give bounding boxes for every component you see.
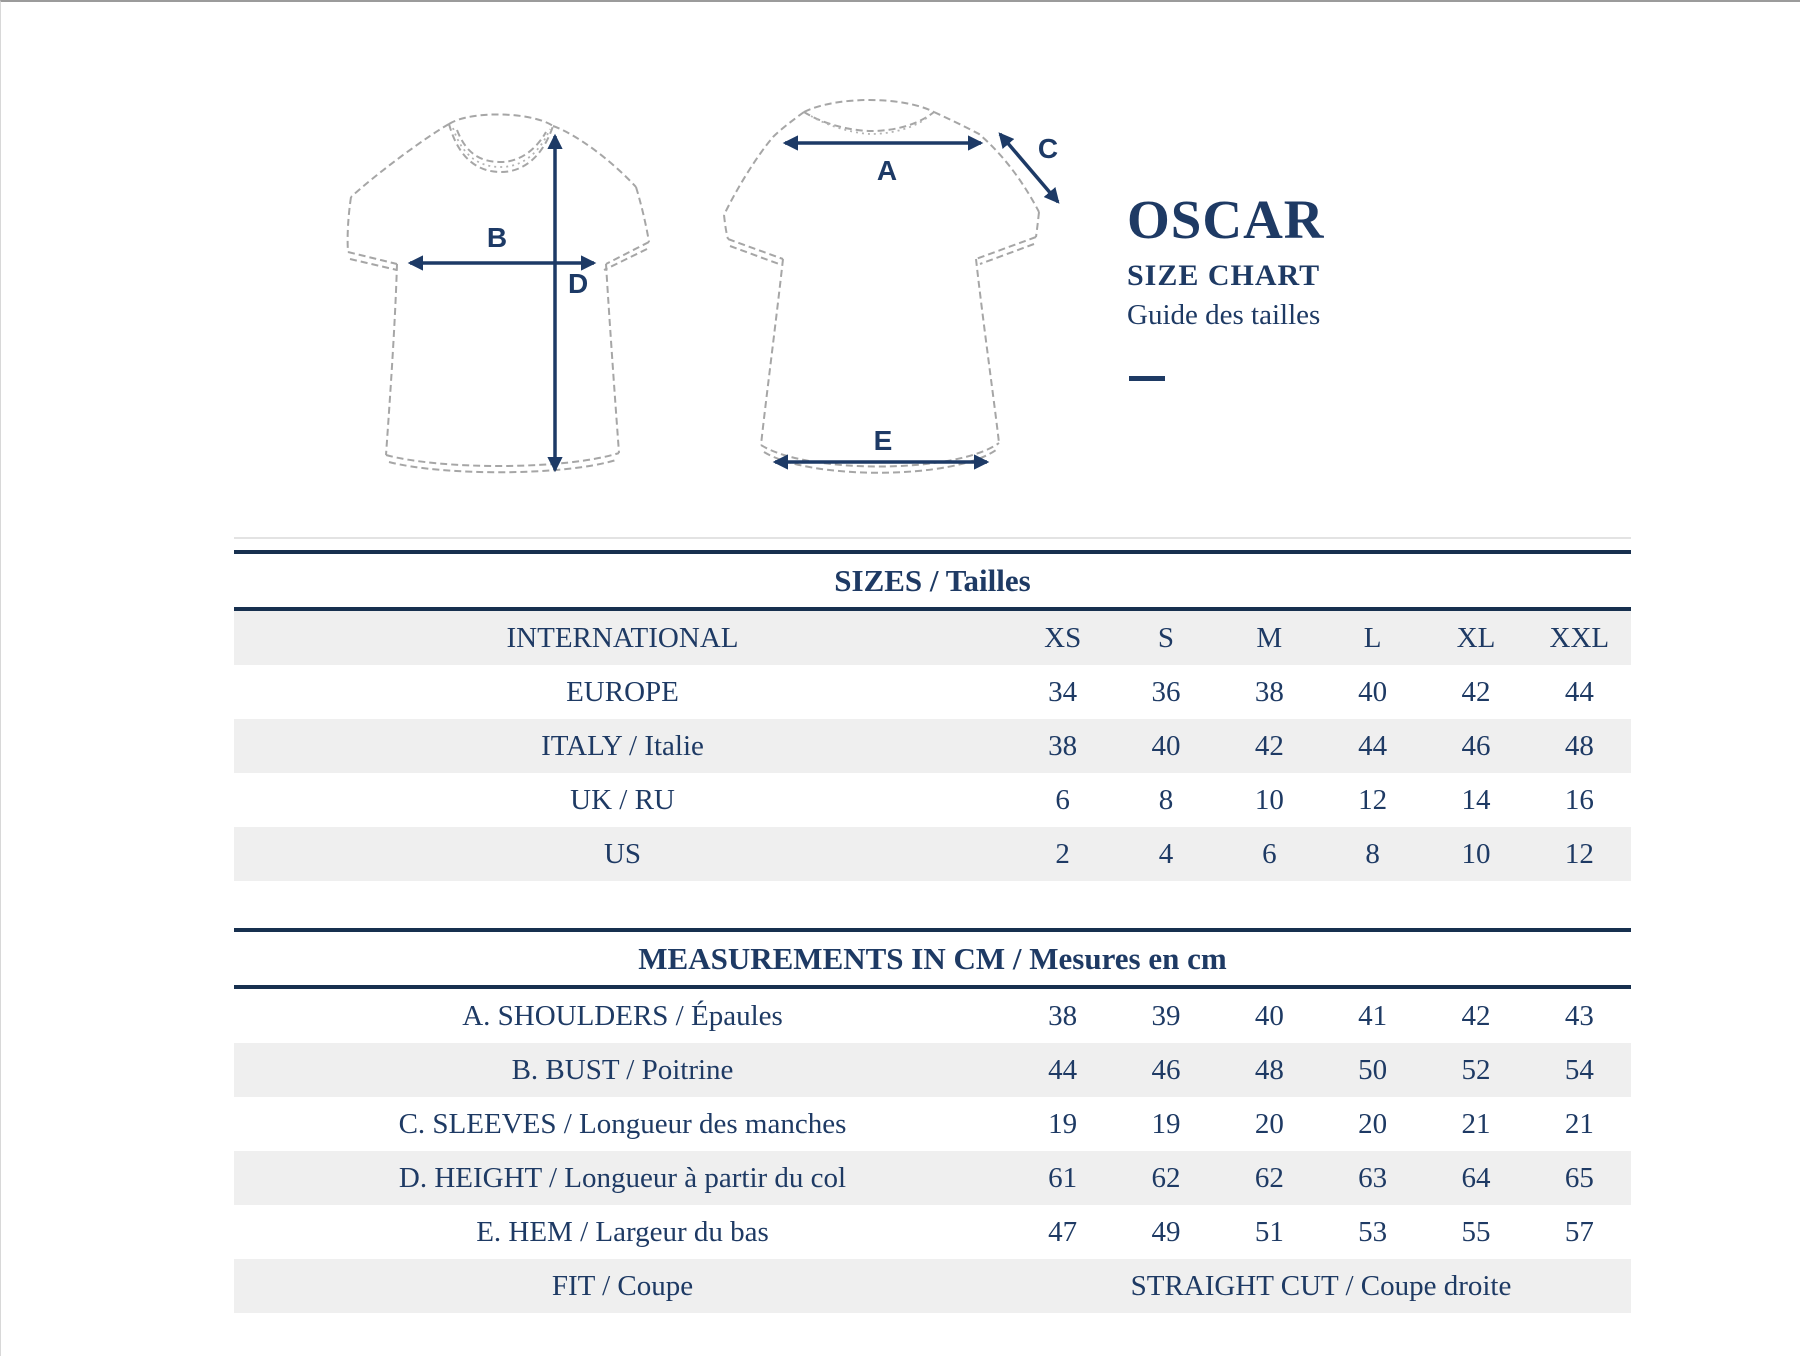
measurements-table bbox=[234, 928, 1631, 1313]
sizes-table-title: SIZES / Tailles bbox=[834, 563, 1031, 598]
front-dimension-arrows bbox=[410, 136, 594, 470]
measure-value: 21 bbox=[1461, 1107, 1491, 1140]
measure-value: 43 bbox=[1564, 999, 1594, 1032]
measure-value: 62 bbox=[1254, 1161, 1284, 1194]
row-label: US bbox=[603, 837, 642, 870]
table-row bbox=[234, 773, 1631, 827]
row-label: INTERNATIONAL bbox=[506, 621, 739, 654]
table-row bbox=[234, 989, 1631, 1043]
size-value: 44 bbox=[1564, 675, 1594, 708]
size-value: 46 bbox=[1461, 729, 1491, 762]
size-col-header: XL bbox=[1456, 621, 1496, 654]
table-row bbox=[234, 827, 1631, 881]
size-col-header: L bbox=[1363, 621, 1382, 654]
size-value: 12 bbox=[1564, 837, 1594, 870]
measure-value: 41 bbox=[1358, 999, 1388, 1032]
row-label: C. SLEEVES / Longueur des manches bbox=[398, 1107, 847, 1140]
row-label: FIT / Coupe bbox=[551, 1269, 694, 1302]
row-label: ITALY / Italie bbox=[541, 729, 704, 762]
measure-value: 51 bbox=[1254, 1215, 1284, 1248]
table-row bbox=[234, 719, 1631, 773]
size-value: 48 bbox=[1564, 729, 1594, 762]
table-row bbox=[234, 1043, 1631, 1097]
measure-value: 65 bbox=[1564, 1161, 1594, 1194]
dim-label-c: C bbox=[1037, 133, 1059, 164]
tshirt-front-diagram bbox=[331, 92, 671, 492]
size-value: 40 bbox=[1151, 729, 1181, 762]
dim-label-e: E bbox=[873, 425, 893, 456]
measure-value: 54 bbox=[1564, 1053, 1594, 1086]
size-value: 38 bbox=[1254, 675, 1284, 708]
size-value: 38 bbox=[1048, 729, 1078, 762]
size-value: 42 bbox=[1254, 729, 1284, 762]
size-value: 10 bbox=[1254, 783, 1284, 816]
measure-value: 48 bbox=[1254, 1053, 1284, 1086]
size-col-header: S bbox=[1157, 621, 1175, 654]
size-value: 12 bbox=[1358, 783, 1388, 816]
size-value: 40 bbox=[1358, 675, 1388, 708]
measure-value: 47 bbox=[1048, 1215, 1078, 1248]
measure-value: 63 bbox=[1358, 1161, 1388, 1194]
row-label: UK / RU bbox=[570, 783, 675, 816]
measure-value: 19 bbox=[1048, 1107, 1078, 1140]
fit-row bbox=[234, 1259, 1631, 1313]
tshirt-back-diagram bbox=[721, 82, 1141, 502]
size-value: 8 bbox=[1158, 783, 1174, 816]
size-value: 6 bbox=[1055, 783, 1070, 816]
size-value: 6 bbox=[1262, 837, 1277, 870]
brand-title: OSCAR bbox=[1127, 189, 1325, 250]
measure-value: 57 bbox=[1564, 1215, 1594, 1248]
table-row bbox=[234, 611, 1631, 665]
measure-value: 53 bbox=[1358, 1215, 1388, 1248]
measure-value: 20 bbox=[1254, 1107, 1284, 1140]
measure-value: 46 bbox=[1151, 1053, 1181, 1086]
size-value: 42 bbox=[1461, 675, 1491, 708]
size-value: 10 bbox=[1461, 837, 1491, 870]
measure-value: 19 bbox=[1151, 1107, 1181, 1140]
dim-label-d: D bbox=[568, 268, 589, 299]
table-row bbox=[234, 1205, 1631, 1259]
row-label: E. HEM / Largeur du bas bbox=[476, 1215, 769, 1248]
row-label: B. BUST / Poitrine bbox=[511, 1053, 734, 1086]
size-value: 16 bbox=[1564, 783, 1594, 816]
measure-value: 21 bbox=[1564, 1107, 1594, 1140]
size-col-header: M bbox=[1256, 621, 1283, 654]
size-col-header: XXL bbox=[1549, 621, 1610, 654]
measure-value: 61 bbox=[1048, 1161, 1078, 1194]
size-chart-heading: SIZE CHART bbox=[1127, 259, 1321, 292]
row-label: D. HEIGHT / Longueur à partir du col bbox=[398, 1161, 847, 1194]
measurements-table-title: MEASUREMENTS IN CM / Mesures en cm bbox=[638, 941, 1227, 976]
guide-des-tailles-subtitle: Guide des tailles bbox=[1127, 299, 1321, 331]
size-value: 8 bbox=[1365, 837, 1380, 870]
measure-value: 49 bbox=[1151, 1215, 1181, 1248]
size-value: 2 bbox=[1055, 837, 1070, 870]
measure-value: 50 bbox=[1358, 1053, 1388, 1086]
table-row bbox=[234, 1097, 1631, 1151]
size-value: 14 bbox=[1461, 783, 1491, 816]
table-row bbox=[234, 1151, 1631, 1205]
size-value: 44 bbox=[1358, 729, 1388, 762]
row-label: EUROPE bbox=[566, 675, 679, 708]
sizes-table bbox=[234, 537, 1631, 881]
measure-value: 64 bbox=[1461, 1161, 1491, 1194]
measure-value: 42 bbox=[1461, 999, 1491, 1032]
table-row bbox=[234, 665, 1631, 719]
size-value: 36 bbox=[1151, 675, 1181, 708]
size-value: 4 bbox=[1158, 837, 1174, 870]
tshirt-front-outline bbox=[348, 114, 649, 472]
measure-value: 52 bbox=[1461, 1053, 1491, 1086]
divider-dash bbox=[1129, 376, 1165, 381]
row-label: A. SHOULDERS / Épaules bbox=[462, 999, 783, 1032]
measure-value: 38 bbox=[1048, 999, 1078, 1032]
fit-value: STRAIGHT CUT / Coupe droite bbox=[1130, 1269, 1512, 1302]
measure-value: 44 bbox=[1048, 1053, 1078, 1086]
back-dimension-arrows bbox=[775, 134, 1058, 462]
measure-value: 55 bbox=[1461, 1215, 1491, 1248]
tables-area bbox=[234, 537, 1631, 1313]
size-col-header: XS bbox=[1044, 621, 1082, 654]
dim-label-a: A bbox=[876, 155, 898, 186]
measure-value: 62 bbox=[1151, 1161, 1181, 1194]
measure-value: 20 bbox=[1358, 1107, 1388, 1140]
size-value: 34 bbox=[1048, 675, 1078, 708]
dim-label-b: B bbox=[486, 222, 508, 253]
measure-value: 39 bbox=[1151, 999, 1181, 1032]
measure-value: 40 bbox=[1254, 999, 1284, 1032]
